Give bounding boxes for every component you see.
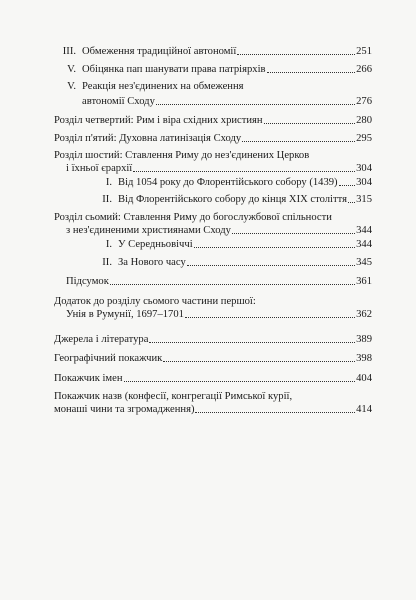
toc-roman-numeral: III. xyxy=(62,46,76,57)
toc-page-number: 398 xyxy=(356,353,372,364)
toc-entry xyxy=(82,63,372,76)
toc-entry-title: Від Флорентійського собору до кінця XIX століття xyxy=(118,194,347,205)
toc-entry xyxy=(118,193,372,206)
toc-page-number: 389 xyxy=(356,334,372,345)
toc-entry-title-line: Розділ шостий: Ставлення Риму до нез'єдинених Церков xyxy=(54,150,310,161)
toc-roman-numeral: V. xyxy=(67,81,76,92)
toc-page-number: 266 xyxy=(356,64,372,75)
toc-entry xyxy=(82,80,372,108)
toc-page-number: 251 xyxy=(356,46,372,57)
toc-roman-numeral: II. xyxy=(102,257,112,268)
toc-entry xyxy=(66,275,372,288)
toc-entry-title: автономії Сходу xyxy=(82,96,155,107)
toc-entry-title-line: Розділ сьомий: Ставлення Риму до богослужбової спільности xyxy=(54,212,332,223)
toc-entry-title: Покажчик імен xyxy=(54,373,123,384)
toc-page-number: 280 xyxy=(356,115,372,126)
toc-entry-title: Обмеження традиційної автономії xyxy=(82,46,237,57)
toc-entry xyxy=(118,238,372,251)
toc-page-number: 304 xyxy=(356,177,372,188)
toc-entry xyxy=(54,372,372,385)
toc-page-number: 361 xyxy=(356,276,372,287)
toc-entry-title: Розділ четвертий: Рим і віра східних християн xyxy=(54,115,263,126)
toc-page-number: 414 xyxy=(356,404,372,415)
toc-entry-title-line: Реакція нез'єдинених на обмеження xyxy=(82,81,244,92)
toc-roman-numeral: I. xyxy=(105,177,112,188)
toc-entry xyxy=(54,295,372,321)
toc-entry-title-line: Покажчик назв (конфесії, конгрегації Римської курії, xyxy=(54,391,293,402)
toc-entry xyxy=(82,45,372,58)
toc-entry-title: Розділ п'ятий: Духовна латинізація Сходу xyxy=(54,133,242,144)
toc-entry-title: Унія в Румунії, 1697–1701 xyxy=(66,309,184,320)
toc-entry-title: Джерела і література xyxy=(54,334,149,345)
toc-page-number: 304 xyxy=(356,163,372,174)
toc-entry-title-line: Додаток до розділу сьомого частини першої: xyxy=(54,296,256,307)
toc-page-number: 345 xyxy=(356,257,372,268)
toc-entry-title: Обіцянка пап шанувати права патріярхів xyxy=(82,64,266,75)
toc-entry xyxy=(54,211,372,237)
toc-entry xyxy=(54,352,372,365)
toc-roman-numeral: I. xyxy=(105,239,112,250)
toc-page-number: 362 xyxy=(356,309,372,320)
toc-entry-title: Підсумок xyxy=(66,276,109,287)
toc-entry-title: Географічний покажчик xyxy=(54,353,163,364)
toc-entry xyxy=(54,114,372,127)
toc-roman-numeral: II. xyxy=(102,194,112,205)
toc-entry-title: У Середньовіччі xyxy=(118,239,193,250)
toc-entry-title: За Нового часу xyxy=(118,257,186,268)
toc-page-number: 295 xyxy=(356,133,372,144)
toc-entry xyxy=(118,176,372,189)
toc-entry-title: монаші чини та згромадження) xyxy=(54,404,195,415)
toc-page-number: 404 xyxy=(356,373,372,384)
toc-page-number: 276 xyxy=(356,96,372,107)
toc-entry-title: і їхньої єрархії xyxy=(66,163,133,174)
toc-page-number: 344 xyxy=(356,239,372,250)
toc-entry xyxy=(54,132,372,145)
toc-entry-title: Від 1054 року до Флорентійського собору (1439) xyxy=(118,177,338,188)
toc-entry-title: з нез'єдиненими християнами Сходу xyxy=(66,225,231,236)
toc-entry xyxy=(118,256,372,269)
toc-page-number: 315 xyxy=(356,194,372,205)
toc-entry xyxy=(54,390,372,416)
toc-entry xyxy=(54,149,372,175)
toc-roman-numeral: V. xyxy=(67,64,76,75)
toc-page-number: 344 xyxy=(356,225,372,236)
toc-entry xyxy=(54,333,372,346)
